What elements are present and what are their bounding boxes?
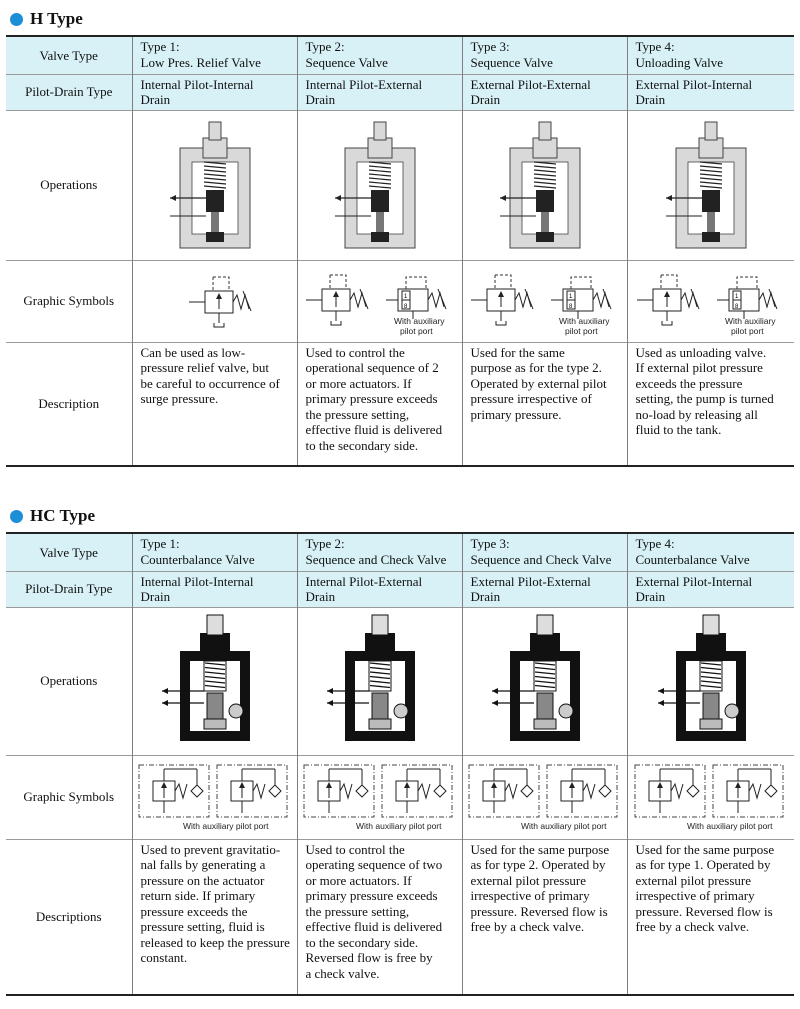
description-line: a check valve. (305, 965, 380, 981)
description-line: released to keep the pressure (140, 934, 290, 950)
description-cell (297, 342, 462, 466)
hc-graphic-symbol (631, 759, 791, 835)
description-line: to the secondary side. (305, 934, 419, 950)
svg-text:pilot port: pilot port (564, 326, 598, 336)
description-row (6, 342, 794, 466)
valve-type-cell: Type 4: Counterbalance Valve (627, 533, 794, 571)
h-type-table (6, 35, 794, 467)
description-line: pressure setting, fluid is (140, 919, 265, 934)
pilot-drain-row (6, 571, 794, 607)
hc-graphic-symbol (465, 759, 625, 835)
row-label-valve-type: Valve Type (6, 36, 132, 74)
svg-text:8: 8 (734, 304, 739, 310)
description-line: or more actuators. If (305, 872, 412, 888)
h-graphic-symbol (300, 263, 460, 339)
description-cell (627, 839, 794, 995)
description-line: as for type 1. Operated by (635, 857, 771, 872)
description-line: setting, the pump is turned (635, 391, 774, 406)
description-line: Used for the same purpose (470, 841, 610, 857)
pilot-drain-cell: External Pilot-Internal Drain (627, 74, 794, 110)
description-line: exceeds the pressure (635, 375, 743, 391)
hc-valve-cross-section (160, 611, 270, 751)
h-valve-cross-section (335, 118, 425, 252)
description-cell (132, 839, 297, 995)
h-valve-cross-section (666, 118, 756, 252)
aux-caption-line1: With auxiliary (393, 316, 445, 326)
svg-text:1: 1 (734, 294, 739, 300)
pilot-drain-row (6, 74, 794, 110)
valve-type-cell: Type 4: Unloading Valve (627, 36, 794, 74)
description-line: Can be used as low- (140, 344, 246, 360)
description-line: primary pressure exceeds (305, 888, 438, 903)
hc-graphic-symbol (135, 759, 295, 835)
pilot-drain-cell: External Pilot-External Drain (462, 571, 627, 607)
description-row (6, 839, 794, 995)
row-label-operations: Operations (6, 110, 132, 260)
description-line: external pilot pressure (470, 872, 587, 888)
description-line: If external pilot pressure (635, 360, 763, 375)
bullet-dot-icon (10, 510, 23, 523)
description-line: be careful to occurrence of (140, 375, 280, 391)
bullet-dot-icon (10, 13, 23, 26)
svg-text:With auxiliary: With auxiliary (558, 316, 610, 326)
hc-type-table (6, 532, 794, 996)
operations-row (6, 607, 794, 755)
description-line: fluid to the tank. (635, 422, 722, 437)
description-line: Reversed flow is free by (305, 950, 433, 965)
description-line: pressure irrespective of (470, 391, 592, 406)
description-cell (462, 342, 627, 466)
description-line: Used to control the (305, 841, 405, 857)
description-line: pressure relief valve, but (140, 360, 270, 375)
svg-text:pilot port: pilot port (730, 326, 764, 336)
description-line: primary pressure exceeds (305, 391, 438, 406)
description-line: pressure. Reversed flow is (635, 903, 773, 919)
pilot-drain-cell: External Pilot-External Drain (462, 74, 627, 110)
description-line: or more actuators. If (305, 375, 412, 391)
svg-text:1: 1 (568, 294, 572, 300)
pilot-drain-cell: External Pilot-Internal Drain (627, 571, 794, 607)
pilot-drain-cell: Internal Pilot-Internal Drain (132, 571, 297, 607)
description-line: irrespective of primary (635, 888, 755, 903)
description-line: free by a check valve. (635, 919, 750, 934)
description-line: Operated by external pilot (470, 375, 607, 391)
valve-type-row (6, 533, 794, 571)
svg-text:8: 8 (568, 304, 572, 310)
description-line: operational sequence of 2 (305, 360, 439, 375)
h-graphic-symbol (465, 263, 625, 339)
row-label-valve-type: Valve Type (6, 533, 132, 571)
description-line: surge pressure. (140, 391, 219, 406)
description-line: effective fluid is delivered (305, 919, 443, 934)
row-label-operations: Operations (6, 607, 132, 755)
h-type-title: H Type (30, 9, 83, 28)
hc-type-title: HC Type (30, 506, 96, 525)
description-line: constant. (140, 950, 188, 965)
description-line: effective fluid is delivered (305, 422, 443, 437)
hc-valve-cross-section (325, 611, 435, 751)
description-line: free by a check valve. (470, 919, 585, 934)
hc-valve-cross-section (490, 611, 600, 751)
graphic-symbols-row (6, 260, 794, 342)
description-line: nal falls by generating a (140, 857, 266, 872)
h-type-heading (10, 9, 83, 29)
description-line: as for type 2. Operated by (470, 857, 606, 872)
row-label-pilot-drain: Pilot-Drain Type (6, 74, 132, 110)
description-cell (462, 839, 627, 995)
description-line: operating sequence of two (305, 857, 443, 872)
h-valve-cross-section (170, 118, 260, 252)
valve-type-cell: Type 2: Sequence and Check Valve (297, 533, 462, 571)
svg-text:With auxiliary pilot port: With auxiliary pilot port (182, 821, 269, 831)
pilot-drain-cell: Internal Pilot-External Drain (297, 74, 462, 110)
description-line: pressure. Reversed flow is (470, 903, 608, 919)
valve-type-row (6, 36, 794, 74)
description-line: purpose as for the type 2. (470, 360, 602, 375)
row-label-description: Descriptions (6, 839, 132, 995)
description-line: Used as unloading valve. (635, 344, 767, 360)
row-label-graphic-symbols: Graphic Symbols (6, 755, 132, 839)
pilot-drain-cell: Internal Pilot-Internal Drain (132, 74, 297, 110)
description-line: to the secondary side. (305, 437, 419, 453)
description-line: pressure exceeds the (140, 903, 248, 919)
description-line: no-load by releasing all (635, 406, 758, 422)
svg-text:8: 8 (403, 304, 407, 310)
svg-text:With auxiliary pilot port: With auxiliary pilot port (686, 821, 773, 831)
description-line: return side. If primary (140, 888, 256, 903)
valve-type-cell: Type 3: Sequence Valve (462, 36, 627, 74)
hc-graphic-symbol (300, 759, 460, 835)
hc-type-heading (10, 506, 95, 526)
description-line: Used for the same purpose (635, 841, 775, 857)
pilot-drain-cell: Internal Pilot-External Drain (297, 571, 462, 607)
row-label-pilot-drain: Pilot-Drain Type (6, 571, 132, 607)
valve-type-cell: Type 2: Sequence Valve (297, 36, 462, 74)
svg-text:With auxiliary pilot port: With auxiliary pilot port (520, 821, 607, 831)
valve-type-cell: Type 1: Low Pres. Relief Valve (132, 36, 297, 74)
description-line: pressure on the actuator (140, 872, 265, 888)
description-line: primary pressure. (470, 406, 562, 422)
svg-text:1: 1 (403, 294, 407, 300)
h-graphic-symbol (135, 265, 295, 337)
aux-caption-line2: pilot port (399, 326, 433, 336)
description-line: Used to prevent gravitatio- (140, 841, 281, 857)
graphic-symbols-row (6, 755, 794, 839)
svg-text:With auxiliary: With auxiliary (724, 316, 776, 326)
row-label-graphic-symbols: Graphic Symbols (6, 260, 132, 342)
operations-row (6, 110, 794, 260)
description-line: irrespective of primary (470, 888, 590, 903)
h-graphic-symbol (631, 263, 791, 339)
description-line: the pressure setting, (305, 903, 410, 919)
description-cell (297, 839, 462, 995)
description-cell (132, 342, 297, 466)
description-line: Used for the same (470, 344, 565, 360)
valve-type-cell: Type 1: Counterbalance Valve (132, 533, 297, 571)
description-line: Used to control the (305, 344, 405, 360)
valve-type-cell: Type 3: Sequence and Check Valve (462, 533, 627, 571)
description-line: the pressure setting, (305, 406, 410, 422)
hc-valve-cross-section (656, 611, 766, 751)
h-valve-cross-section (500, 118, 590, 252)
row-label-description: Description (6, 342, 132, 466)
description-cell (627, 342, 794, 466)
svg-text:With auxiliary pilot port: With auxiliary pilot port (355, 821, 442, 831)
description-line: external pilot pressure (635, 872, 752, 888)
